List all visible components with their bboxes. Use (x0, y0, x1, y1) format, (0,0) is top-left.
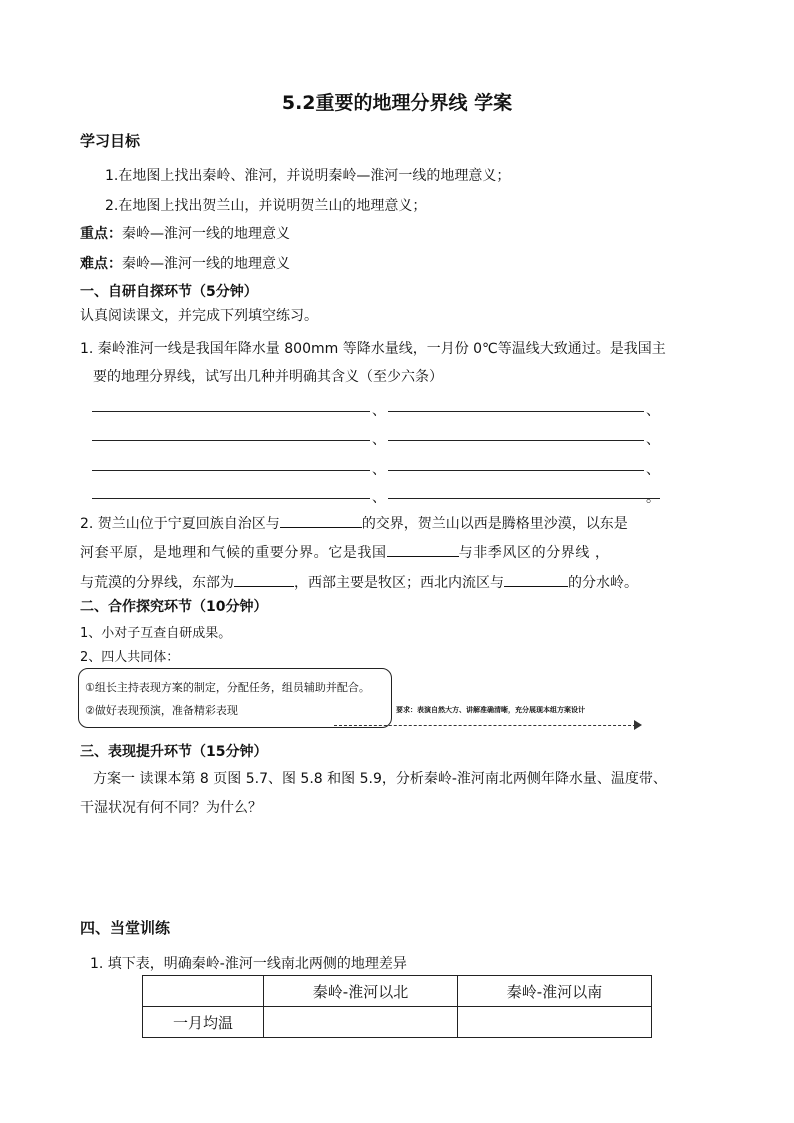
separator: 、 (372, 490, 386, 506)
page-title: 5.2重要的地理分界线 学案 (281, 92, 513, 114)
section4-heading: 四、当堂训练 (80, 919, 171, 937)
table-header-row (143, 976, 652, 1007)
dashed-arrow (334, 725, 636, 726)
objective-item-1: 1.在地图上找出秦岭、淮河，并说明秦岭—淮河一线的地理意义； (105, 168, 511, 184)
section2-item2: 2、四人共同体： (80, 650, 180, 665)
difficulty-label: 难点： (80, 256, 122, 272)
task-box-line1: ①组长主持表现方案的制定，分配任务，组员辅助并配合。 (85, 681, 370, 694)
difficulty (80, 253, 290, 273)
difference-table (142, 975, 652, 1038)
section1-heading: 一、自研自探环节（5分钟） (80, 284, 258, 300)
key-point-label: 重点： (80, 226, 122, 242)
q2-text-f: ，西部主要是牧区；西北内流区与 (294, 575, 504, 591)
q1-line1: 1. 秦岭淮河一线是我国年降水量 800mm 等降水量线，一月份 0℃等温线大致通过。是我国主 (80, 341, 666, 357)
separator: 、 (372, 462, 386, 478)
separator: 、 (646, 462, 660, 478)
section2-item1: 1、小对子互查自研成果。 (80, 626, 232, 641)
q2-text-a: 2. 贺兰山位于宁夏回族自治区与 (80, 516, 280, 532)
q2-text-e: 与荒漠的分界线，东部为 (80, 575, 234, 591)
section3-heading: 三、表现提升环节（15分钟） (80, 744, 268, 760)
table-row-label: 一月均温 (143, 1007, 264, 1038)
answer-line[interactable] (388, 440, 644, 441)
blank-field[interactable] (280, 512, 362, 528)
answer-line[interactable] (92, 498, 370, 499)
requirement-note: 要求：表演自然大方、讲解准确清晰，充分展现本组方案设计 (396, 706, 585, 714)
blank-field[interactable] (387, 541, 459, 557)
period: 。 (646, 490, 660, 506)
separator: 、 (372, 432, 386, 448)
q2-text-d: 与非季风区的分界线 ， (458, 545, 610, 561)
section1-intro: 认真阅读课文，并完成下列填空练习。 (80, 308, 318, 324)
q1-line2: 要的地理分界线，试写出几种并明确其含义（至少六条） (93, 369, 443, 385)
task-box-line2: ②做好表现预演，准备精彩表现 (85, 704, 238, 717)
q2-line1 (80, 512, 628, 533)
q2-line3 (80, 571, 638, 592)
section4-item1: 1. 填下表，明确秦岭-淮河一线南北两侧的地理差异 (90, 956, 407, 972)
objective-item-2: 2.在地图上找出贺兰山，并说明贺兰山的地理意义； (105, 198, 427, 214)
q2-text-c: 河套平原，是地理和气候的重要分界。它是我国 (80, 545, 387, 561)
table-header-cell: 秦岭-淮河以北 (264, 976, 458, 1007)
table-cell[interactable] (458, 1007, 652, 1038)
answer-line[interactable] (92, 440, 370, 441)
answer-line[interactable] (92, 470, 370, 471)
blank-field[interactable] (234, 571, 294, 587)
table-cell[interactable] (264, 1007, 458, 1038)
difficulty-text: 秦岭—淮河一线的地理意义 (122, 256, 290, 272)
table-header-cell (143, 976, 264, 1007)
separator: 、 (372, 403, 386, 419)
separator: 、 (646, 432, 660, 448)
q2-line2 (80, 541, 610, 562)
answer-line[interactable] (92, 411, 370, 412)
table-row (143, 1007, 652, 1038)
answer-line[interactable] (388, 498, 660, 499)
key-point (80, 223, 290, 243)
plan-line1: 方案一 读课本第 8 页图 5.7、图 5.8 和图 5.9，分析秦岭-淮河南北两侧年降水量、温度带、 (93, 771, 667, 787)
plan-line2: 干湿状况有何不同？为什么？ (80, 800, 262, 816)
q2-text-g: 的分水岭。 (568, 575, 638, 591)
q2-text-b: 的交界，贺兰山以西是腾格里沙漠，以东是 (361, 516, 628, 532)
task-box (78, 668, 392, 728)
section2-heading: 二、合作探究环节（10分钟） (80, 599, 268, 615)
arrow-head-icon (634, 720, 642, 730)
table-header-cell: 秦岭-淮河以南 (458, 976, 652, 1007)
objectives-heading: 学习目标 (80, 132, 141, 150)
separator: 、 (646, 403, 660, 419)
blank-field[interactable] (504, 571, 568, 587)
key-point-text: 秦岭—淮河一线的地理意义 (122, 226, 290, 242)
answer-line[interactable] (388, 411, 644, 412)
answer-line[interactable] (388, 470, 644, 471)
